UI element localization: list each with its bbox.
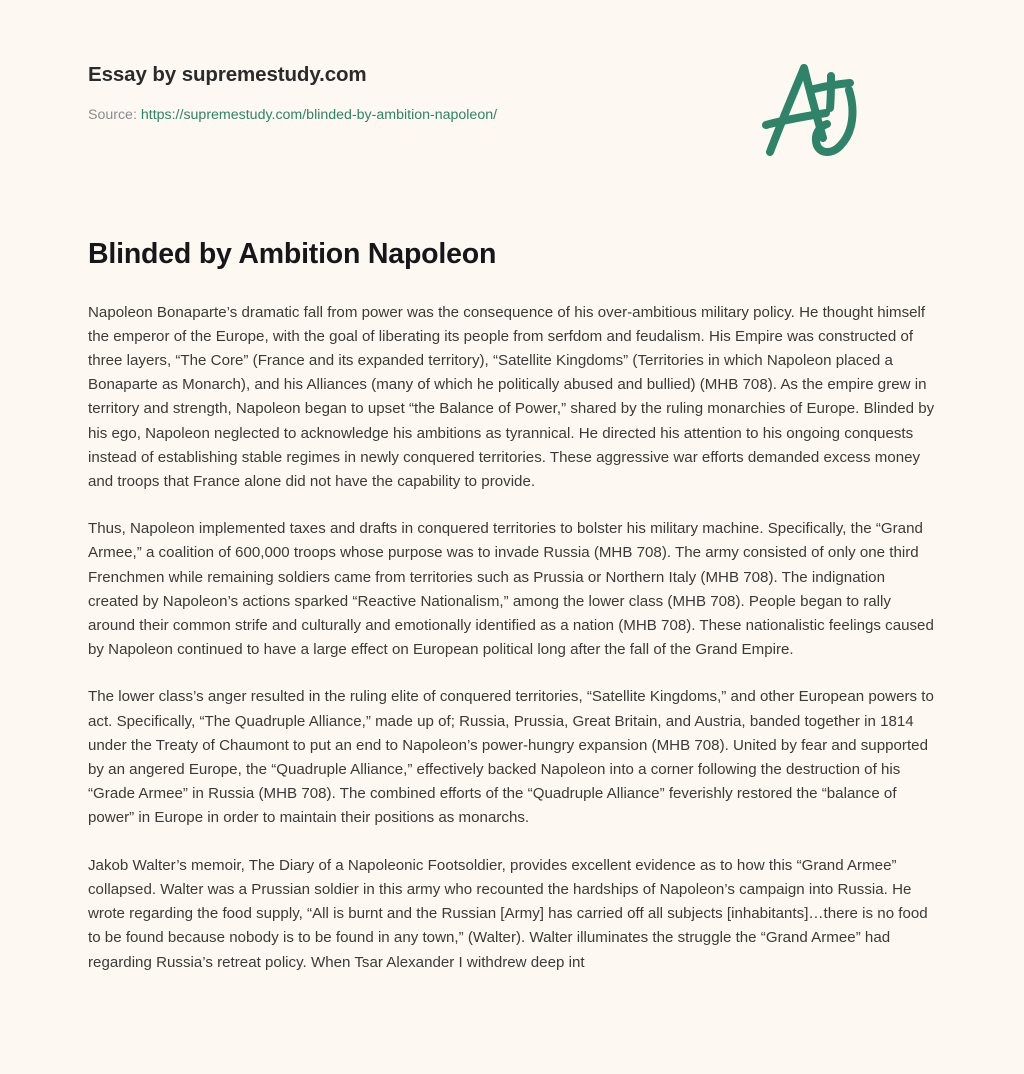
essay-paragraph: The lower class’s anger resulted in the ruling elite of conquered territories, “Satellite Kingdoms,” and other European powers to act. Specifically, “The Quadruple Alliance,” made up of; Russia, Prussia, Great Britain, and Austria, banded together in 1814 under the Treaty of Chaumont to put an end to Napoleon’s power-hungry expansion (MHB 708). United by fear and supported by an angered Europe, the “Quadruple Alliance,” effectively backed Napoleon into a corner following the destruction of his “Grade Armee” in Russia (MHB 708). The combined efforts of the “Quadruple Alliance” feverishly restored the “balance of power” in Europe in order to maintain their positions as monarchs. (88, 688, 934, 827)
byline: Essay by supremestudy.com (88, 63, 367, 86)
a-plus-logo-glyph (754, 52, 864, 170)
source-link[interactable]: https://supremestudy.com/blinded-by-ambition-napoleon/ (140, 106, 498, 123)
essay-paragraph: Napoleon Bonaparte’s dramatic fall from power was the consequence of his over-ambitious military policy. He thought himself the emperor of the Europe, with the goal of liberating its people from serfdom and feudalism. His Empire was constructed of three layers, “The Core” (France and its expanded territory), “Satellite Kingdoms” (Territories in which Napoleon placed a Bonaparte as Monarch), and his Alliances (many of which he politically abused and bullied) (MHB 708). As the empire grew in territory and strength, Napoleon began to upset “the Balance of Power,” shared by the ruling monarchies of Europe. Blinded by his ego, Napoleon neglected to acknowledge his ambitions as tyrannical. He directed his attention to his ongoing conquests instead of establishing stable regimes in newly conquered territories. These aggressive war efforts demanded excess money and troops that France alone did not have the capability to provide. (88, 303, 935, 491)
essay-paragraph: Jakob Walter’s memoir, The Diary of a Napoleonic Footsoldier, provides excellent evidence as to how this “Grand Armee” collapsed. Walter was a Prussian soldier in this army who recounted the hardships of Napoleon’s campaign into Russia. He wrote regarding the food supply, “All is burnt and the Russian [Army] has carried off all subjects [inhabitants]…there is no food to be found because nobody is to be found in any town,” (Walter). Walter illuminates the struggle the “Grand Armee” had regarding Russia’s retreat policy. When Tsar Alexander I withdrew deep int (88, 856, 928, 971)
essay-body (88, 273, 936, 975)
page-header (88, 0, 936, 175)
essay-paragraph: Thus, Napoleon implemented taxes and drafts in conquered territories to bolster his military machine. Specifically, the “Grand Armee,” a coalition of 600,000 troops whose purpose was to invade Russia (MHB 708). The army consisted of only one third Frenchmen while remaining soldiers came from territories such as Prussia or Northern Italy (MHB 708). The indignation created by Napoleon’s actions sparked “Reactive Nationalism,” among the lower class (MHB 708). People began to rally around their common strife and culturally and emotionally identified as a nation (MHB 708). These nationalistic feelings caused by Napoleon continued to have a large effect on European political long after the fall of the Grand Empire. (88, 520, 934, 659)
a-plus-logo-icon (754, 52, 864, 170)
page-title: Blinded by Ambition Napoleon (88, 238, 497, 270)
source-label: Source: (88, 106, 137, 123)
